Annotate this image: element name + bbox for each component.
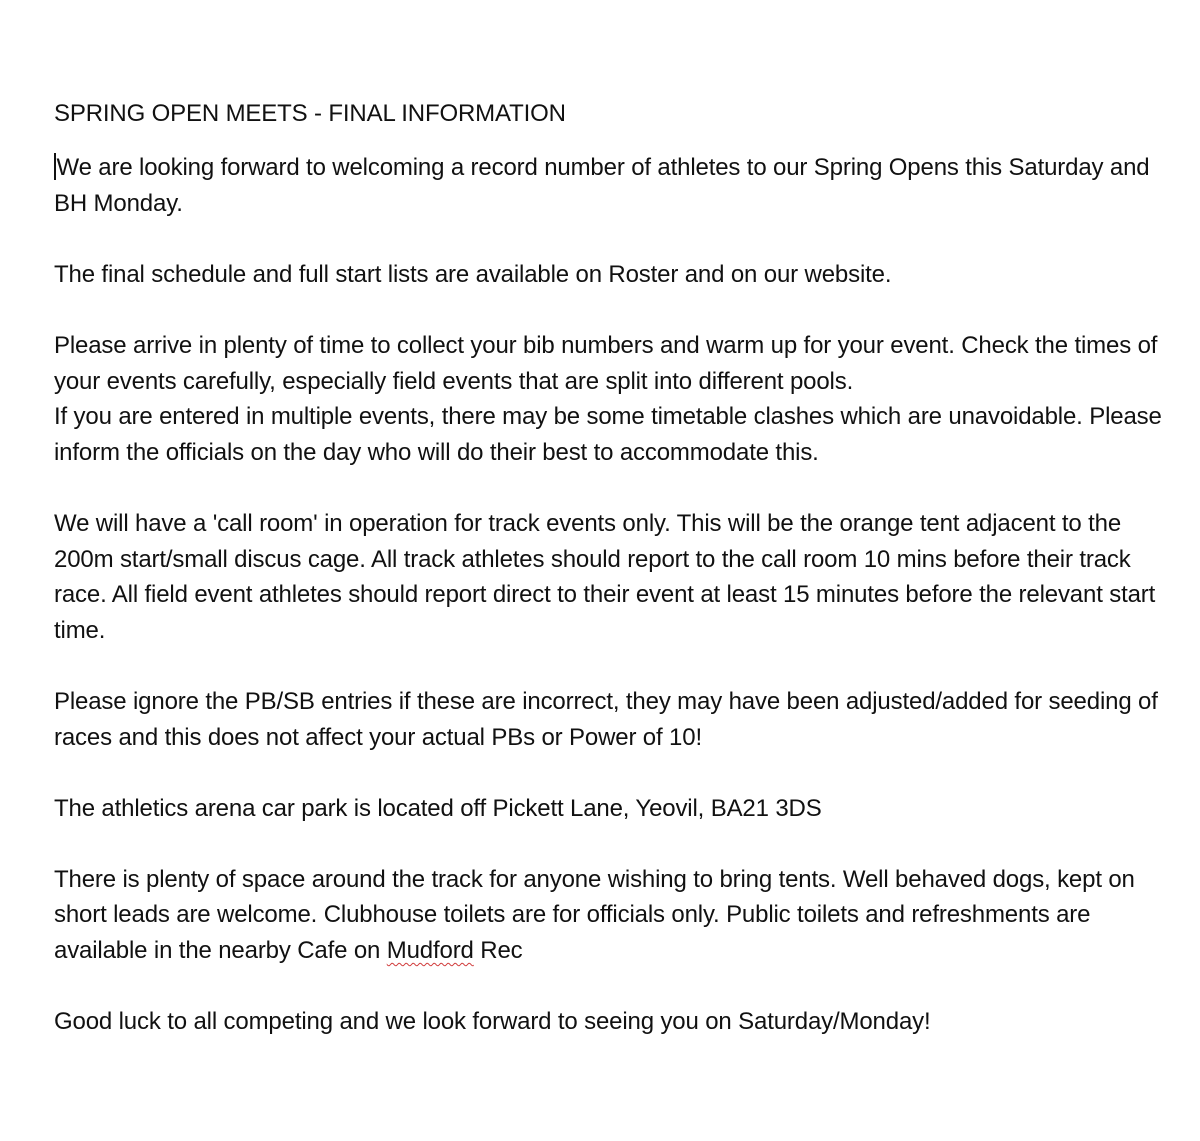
schedule-paragraph: The final schedule and full start lists are available on Roster and on our website. xyxy=(54,260,892,288)
document-body[interactable] xyxy=(54,96,1164,1075)
facilities-text: There is plenty of space around the track for anyone wishing to bring tents. Well behaved dogs, kept on short leads are welcome. Clubhouse toilets are for officials only. Public toilets and refreshments are available in the nearby Cafe on xyxy=(54,865,1135,965)
intro-text: We are looking forward to welcoming a record number of athletes to our Spring Opens this Saturday and BH Monday. xyxy=(54,154,1150,217)
spelling-error-word[interactable]: Mudford xyxy=(386,937,474,965)
intro-paragraph xyxy=(54,150,1164,221)
car-park-paragraph: The athletics arena car park is located off Pickett Lane, Yeovil, BA21 3DS xyxy=(54,794,822,822)
call-room-paragraph: We will have a 'call room' in operation for track events only. This will be the orange tent adjacent to the 200m start/small discus cage. All track athletes should report to the call room 10 mins before their track race. All field event athletes should report direct to their event at least 15 minutes before the relevant start time. xyxy=(54,509,1156,644)
closing-paragraph: Good luck to all competing and we look forward to seeing you on Saturday/Monday! xyxy=(54,1008,931,1036)
facilities-paragraph xyxy=(54,862,1164,969)
arrival-paragraph: Please arrive in plenty of time to collect your bib numbers and warm up for your event. Check the times of your events carefully, especially field events that are split into different pools. xyxy=(54,331,1158,395)
document-title: SPRING OPEN MEETS - FINAL INFORMATION xyxy=(54,100,566,127)
multiple-events-paragraph: If you are entered in multiple events, there may be some timetable clashes which are unavoidable. Please inform the officials on the day who will do their best to accommodate this. xyxy=(54,403,1162,466)
pb-sb-paragraph: Please ignore the PB/SB entries if these are incorrect, they may have been adjusted/added for seeding of races and this does not affect your actual PBs or Power of 10! xyxy=(54,687,1158,751)
text-cursor xyxy=(54,153,56,180)
facilities-text-end: Rec xyxy=(473,937,523,965)
